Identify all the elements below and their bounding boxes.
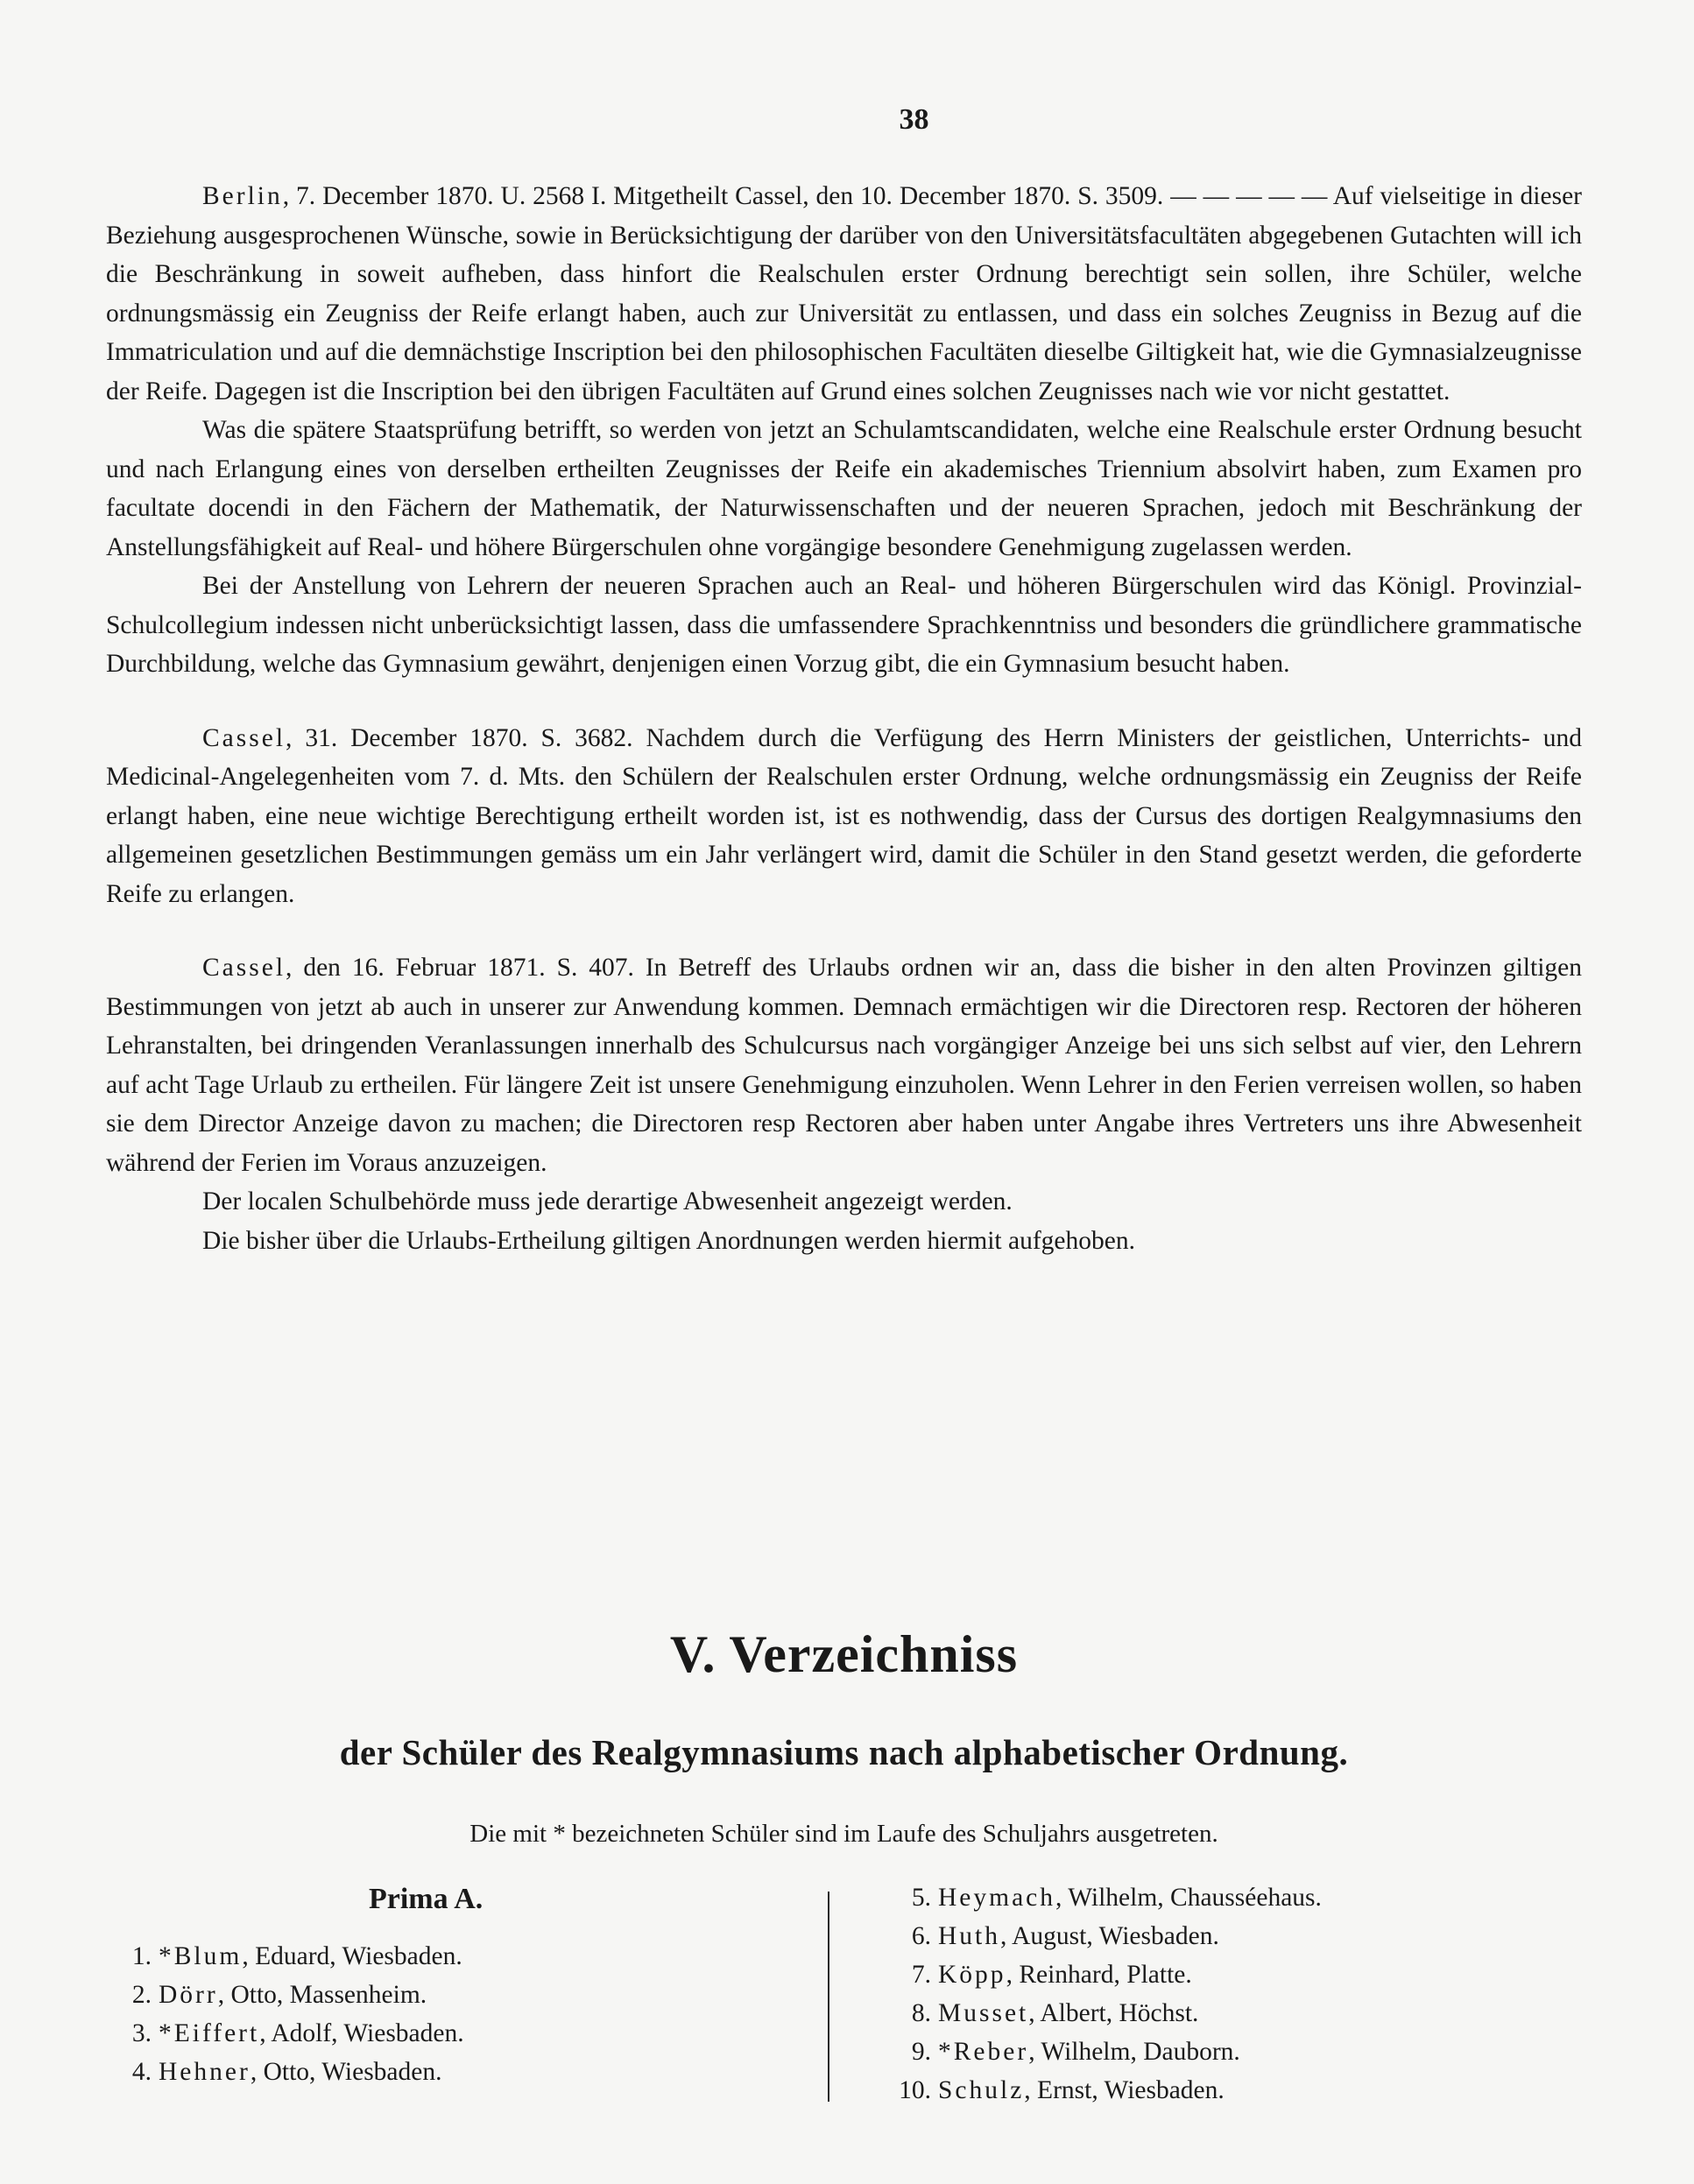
student-number: 5. [911, 1884, 931, 1912]
column-divider [828, 1892, 829, 2102]
section-subheading: der Schüler des Realgymnasiums nach alphabetischer Ordnung. [339, 1732, 1349, 1772]
paragraph-staatspruefung [106, 411, 1582, 567]
paragraph-text: Die bisher über die Urlaubs-Ertheilung giltigen Anordnungen werden hiermit aufgehoben. [202, 1226, 1135, 1255]
paragraph-text: , 31. December 1870. S. 3682. Nachdem durch die Verfügung des Herrn Ministers der geistlichen, Unterrichts- und Medicinal-Angelegenheiten vom 7. d. Mts. den Schülern der Realschulen erster Ordnung, welche ordnungsmässig ein Zeugniss der Reife erlangt haben, eine neue wichtige Berechtigung ertheilt worden ist, ist es nothwendig, dass der Cursus des dortigen Realgymnasiums den allgemeinen gesetzlichen Bestimmungen gemäss um ein Jahr verlängert wird, damit die Schüler in den Stand gesetzt werden, die geforderte Reife zu erlangen. [106, 723, 1582, 908]
place-name: Cassel [202, 723, 286, 752]
student-surname: Schulz [938, 2076, 1025, 2104]
list-item [106, 1937, 824, 1976]
list-item [894, 2071, 1578, 2110]
student-list-right [894, 1878, 1578, 2110]
place-name: Cassel [202, 954, 286, 982]
student-number: 8. [911, 1999, 931, 2027]
student-details: , Eduard, Wiesbaden. [242, 1942, 462, 1970]
student-details: , August, Wiesbaden. [1000, 1922, 1219, 1950]
student-number: 1. [131, 1942, 152, 1970]
place-name: Berlin [202, 182, 283, 210]
student-surname: *Blum [159, 1942, 243, 1970]
paragraph-text: , den 16. Februar 1871. S. 407. In Betreff des Urlaubs ordnen wir an, dass die bisher in den alten Provinzen giltigen Bestimmungen von jetzt ab auch in unserer zur Anwendung kommen. Demnach ermächtigen wir die Directoren resp. Rectoren der höheren Lehranstalten, bei dringenden Veranlassungen innerhalb des Schulcursus nach vorgängiger Anzeige bei uns sich selbst auf vier, den Lehrern auf acht Tage Urlaub zu ertheilen. Für längere Zeit ist unsere Genehmigung einzuholen. Wenn Lehrer in den Ferien verreisen wollen, so haben sie dem Director Anzeige davon zu machen; die Directoren resp Rectoren aber haben unter Angabe ihres Vertreters uns ihre Abwesenheit während der Ferien im Voraus anzuzeigen. [106, 954, 1582, 1177]
student-details: , Wilhelm, Chausséehaus. [1055, 1884, 1322, 1912]
paragraph-text: Was die spätere Staatsprüfung betrifft, so werden von jetzt an Schulamtscandidaten, welche eine Realschule erster Ordnung besucht und nach Erlangung eines von derselben ertheilten Zeugnisses der Reife ein akademisches Triennium absolvirt haben, zum Examen pro facultate docendi in den Fächern der Mathematik, der Naturwissenschaften und der neueren Sprachen, jedoch mit Beschränkung der Anstellungsfähigkeit auf Real- und höhere Bürgerschulen ohne vorgängige besondere Genehmigung zugelassen werden. [106, 416, 1582, 561]
student-surname: Heymach [938, 1884, 1056, 1912]
list-item [106, 2014, 824, 2053]
list-item [894, 1878, 1578, 1917]
paragraph-schulbehoerde [106, 1182, 1582, 1222]
paragraph-berlin-decree [106, 177, 1582, 411]
student-surname: Dörr [159, 1981, 218, 2009]
student-details: , Otto, Massenheim. [217, 1981, 427, 2009]
student-surname: Huth [938, 1922, 1000, 1950]
list-item [106, 2053, 824, 2091]
student-surname: Hehner [159, 2058, 251, 2086]
paragraph-urlaubs-ertheilung [106, 1222, 1582, 1261]
student-details: , Reinhard, Platte. [1006, 1961, 1192, 1989]
student-number: 3. [131, 2019, 152, 2047]
student-number: 7. [911, 1961, 931, 1989]
student-details: , Albert, Höchst. [1028, 1999, 1199, 2027]
student-number: 9. [911, 2038, 931, 2066]
document-page [106, 0, 1582, 2184]
decree-text [106, 177, 1582, 1260]
list-item [894, 1917, 1578, 1955]
student-surname: *Reber [938, 2038, 1029, 2066]
student-details: , Wilhelm, Dauborn. [1028, 2038, 1240, 2066]
list-item [106, 1976, 824, 2014]
student-number: 2. [131, 1981, 152, 2009]
paragraph-text: Bei der Anstellung von Lehrern der neueren Sprachen auch an Real- und höheren Bürgerschulen wird das Königl. Provinzial-Schulcollegium indessen nicht unberücksichtigt lassen, dass die umfassendere Sprachkenntniss und besonders die gründlichere grammatische Durchbildung, welche das Gymnasium gewährt, denjenigen einen Vorzug gibt, die ein Gymnasium besucht haben. [106, 572, 1582, 678]
student-details: , Adolf, Wiesbaden. [259, 2019, 464, 2047]
student-surname: Köpp [938, 1961, 1006, 1989]
list-item [894, 1994, 1578, 2033]
paragraph-text: , 7. December 1870. U. 2568 I. Mitgetheilt Cassel, den 10. December 1870. S. 3509. — — — — — Auf vielseitige in dieser Beziehung ausgesprochenen Wünsche, sowie in Berücksichtigung der darüber von den Universitätsfacultäten abgegebenen Gutachten will ich die Beschränkung in soweit aufheben, dass hinfort die Realschulen erster Ordnung berechtigt sein sollen, ihre Schüler, welche ordnungsmässig ein Zeugniss der Reife erlangt haben, auch zur Universität zu entlassen, und dass ein solches Zeugniss in Bezug auf die Immatriculation und auf die demnächstige Inscription bei den philosophischen Facultäten dieselbe Giltigkeit hat, wie die Gymnasialzeugnisse der Reife. Dagegen ist die Inscription bei den übrigen Facultäten auf Grund eines solchen Zeugnisses nach wie vor nicht gestattet. [106, 182, 1582, 405]
student-list-left [106, 1883, 824, 2091]
paragraph-text: Der localen Schulbehörde muss jede derartige Abwesenheit angezeigt werden. [202, 1187, 1013, 1215]
paragraph-anstellung [106, 567, 1582, 684]
paragraph-cassel-februar [106, 948, 1582, 1182]
student-surname: *Eiffert [159, 2019, 260, 2047]
student-number: 4. [131, 2058, 152, 2086]
student-number: 6. [911, 1922, 931, 1950]
student-details: , Otto, Wiesbaden. [250, 2058, 442, 2086]
page-number: 38 [899, 103, 929, 136]
list-item [894, 1955, 1578, 1994]
withdrawn-note: Die mit * bezeichneten Schüler sind im Laufe des Schuljahrs ausgetreten. [469, 1820, 1218, 1848]
student-number: 10. [899, 2076, 931, 2104]
paragraph-cassel-december [106, 719, 1582, 914]
section-heading: V. Verzeichniss [669, 1625, 1019, 1683]
student-surname: Musset [938, 1999, 1029, 2027]
student-details: , Ernst, Wiesbaden. [1024, 2076, 1225, 2104]
class-heading: Prima A. [369, 1883, 483, 1915]
list-item [894, 2033, 1578, 2071]
